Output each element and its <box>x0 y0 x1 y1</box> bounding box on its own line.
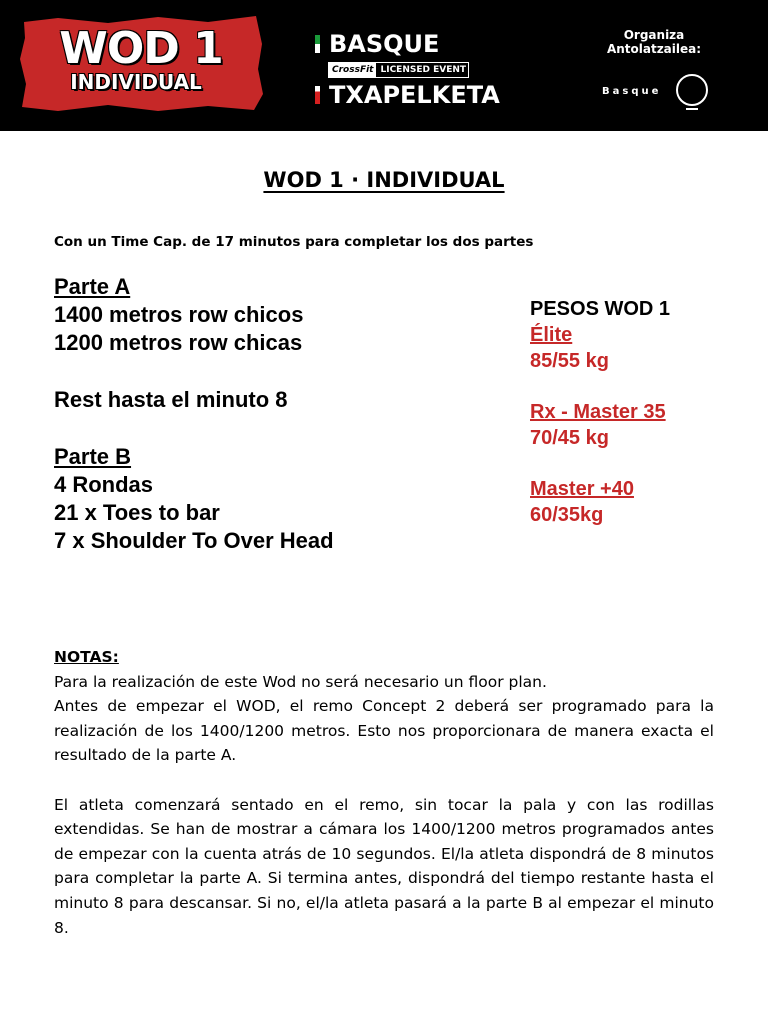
weight-category: Master +40 <box>530 478 634 500</box>
basque-logo-text: Basque <box>602 86 662 97</box>
workout-line: 4 Rondas <box>54 472 154 497</box>
header-banner <box>0 0 768 131</box>
licensed-event-badge <box>328 62 469 78</box>
weight-load: 70/45 kg <box>530 427 609 449</box>
badge-subtitle: INDIVIDUAL <box>70 70 202 94</box>
rest-line: Rest hasta el minuto 8 <box>54 387 288 412</box>
weight-load: 60/35kg <box>530 504 604 526</box>
bulb-logo-icon <box>674 72 710 112</box>
notes-text: El atleta comenzará sentado en el remo, sin tocar la pala y con las rodillas extendidas. Se han de mostrar a cámara los 1400/1200 metros programados antes de empezar con la cuenta atrás de 10 segundos. El/la atleta dispondrá de 8 minutos para completar la parte A. Si termina antes, dispondrá del tiempo restante hasta el minuto 8 para descansar. Si no, el/la atleta pasará a la parte B al empezar el minuto 8. <box>54 795 714 937</box>
weights-heading: PESOS WOD 1 <box>530 298 671 320</box>
notes-text: Para la realización de este Wod no será necesario un floor plan. <box>54 672 547 691</box>
badge-title: WOD 1 <box>59 23 223 74</box>
workout-line: 1200 metros row chicas <box>54 330 303 355</box>
weight-category: Rx - Master 35 <box>530 401 666 423</box>
part-b-label: Parte B <box>54 444 132 469</box>
organizer-block <box>600 28 710 118</box>
workout-description <box>54 273 494 555</box>
workout-line: 1400 metros row chicos <box>54 302 304 327</box>
notes-text: Antes de empezar el WOD, el remo Concept 2 deberá ser programado para la realización de los 1400/1200 metros. Esto nos proporcionara de manera exacta el resultado de la parte A. <box>54 697 714 765</box>
wod-badge <box>18 14 264 114</box>
licensed-label: LICENSED EVENT <box>380 65 467 75</box>
weights-panel <box>530 296 740 528</box>
notes-heading: NOTAS: <box>54 648 119 666</box>
workout-line: 21 x Toes to bar <box>54 500 220 525</box>
event-name-line1: BASQUE <box>329 30 440 58</box>
notes-section <box>54 645 714 940</box>
flag-stripe-bottom <box>315 86 320 104</box>
workout-line: 7 x Shoulder To Over Head <box>54 528 334 553</box>
part-a-label: Parte A <box>54 274 131 299</box>
flag-stripe-top <box>315 35 320 53</box>
event-logo <box>315 30 515 112</box>
weight-load: 85/55 kg <box>530 350 609 372</box>
event-name-line3: TXAPELKETA <box>329 81 500 109</box>
organizer-label-basque: Antolatzailea: <box>606 42 702 56</box>
page-title: WOD 1 · INDIVIDUAL <box>263 168 505 192</box>
weight-category: Élite <box>530 324 573 346</box>
crossfit-label: CrossFit <box>329 63 376 77</box>
organizer-label: Organiza <box>623 28 685 42</box>
basque-logo <box>602 72 712 116</box>
time-cap-text: Con un Time Cap. de 17 minutos para completar los dos partes <box>54 234 534 250</box>
